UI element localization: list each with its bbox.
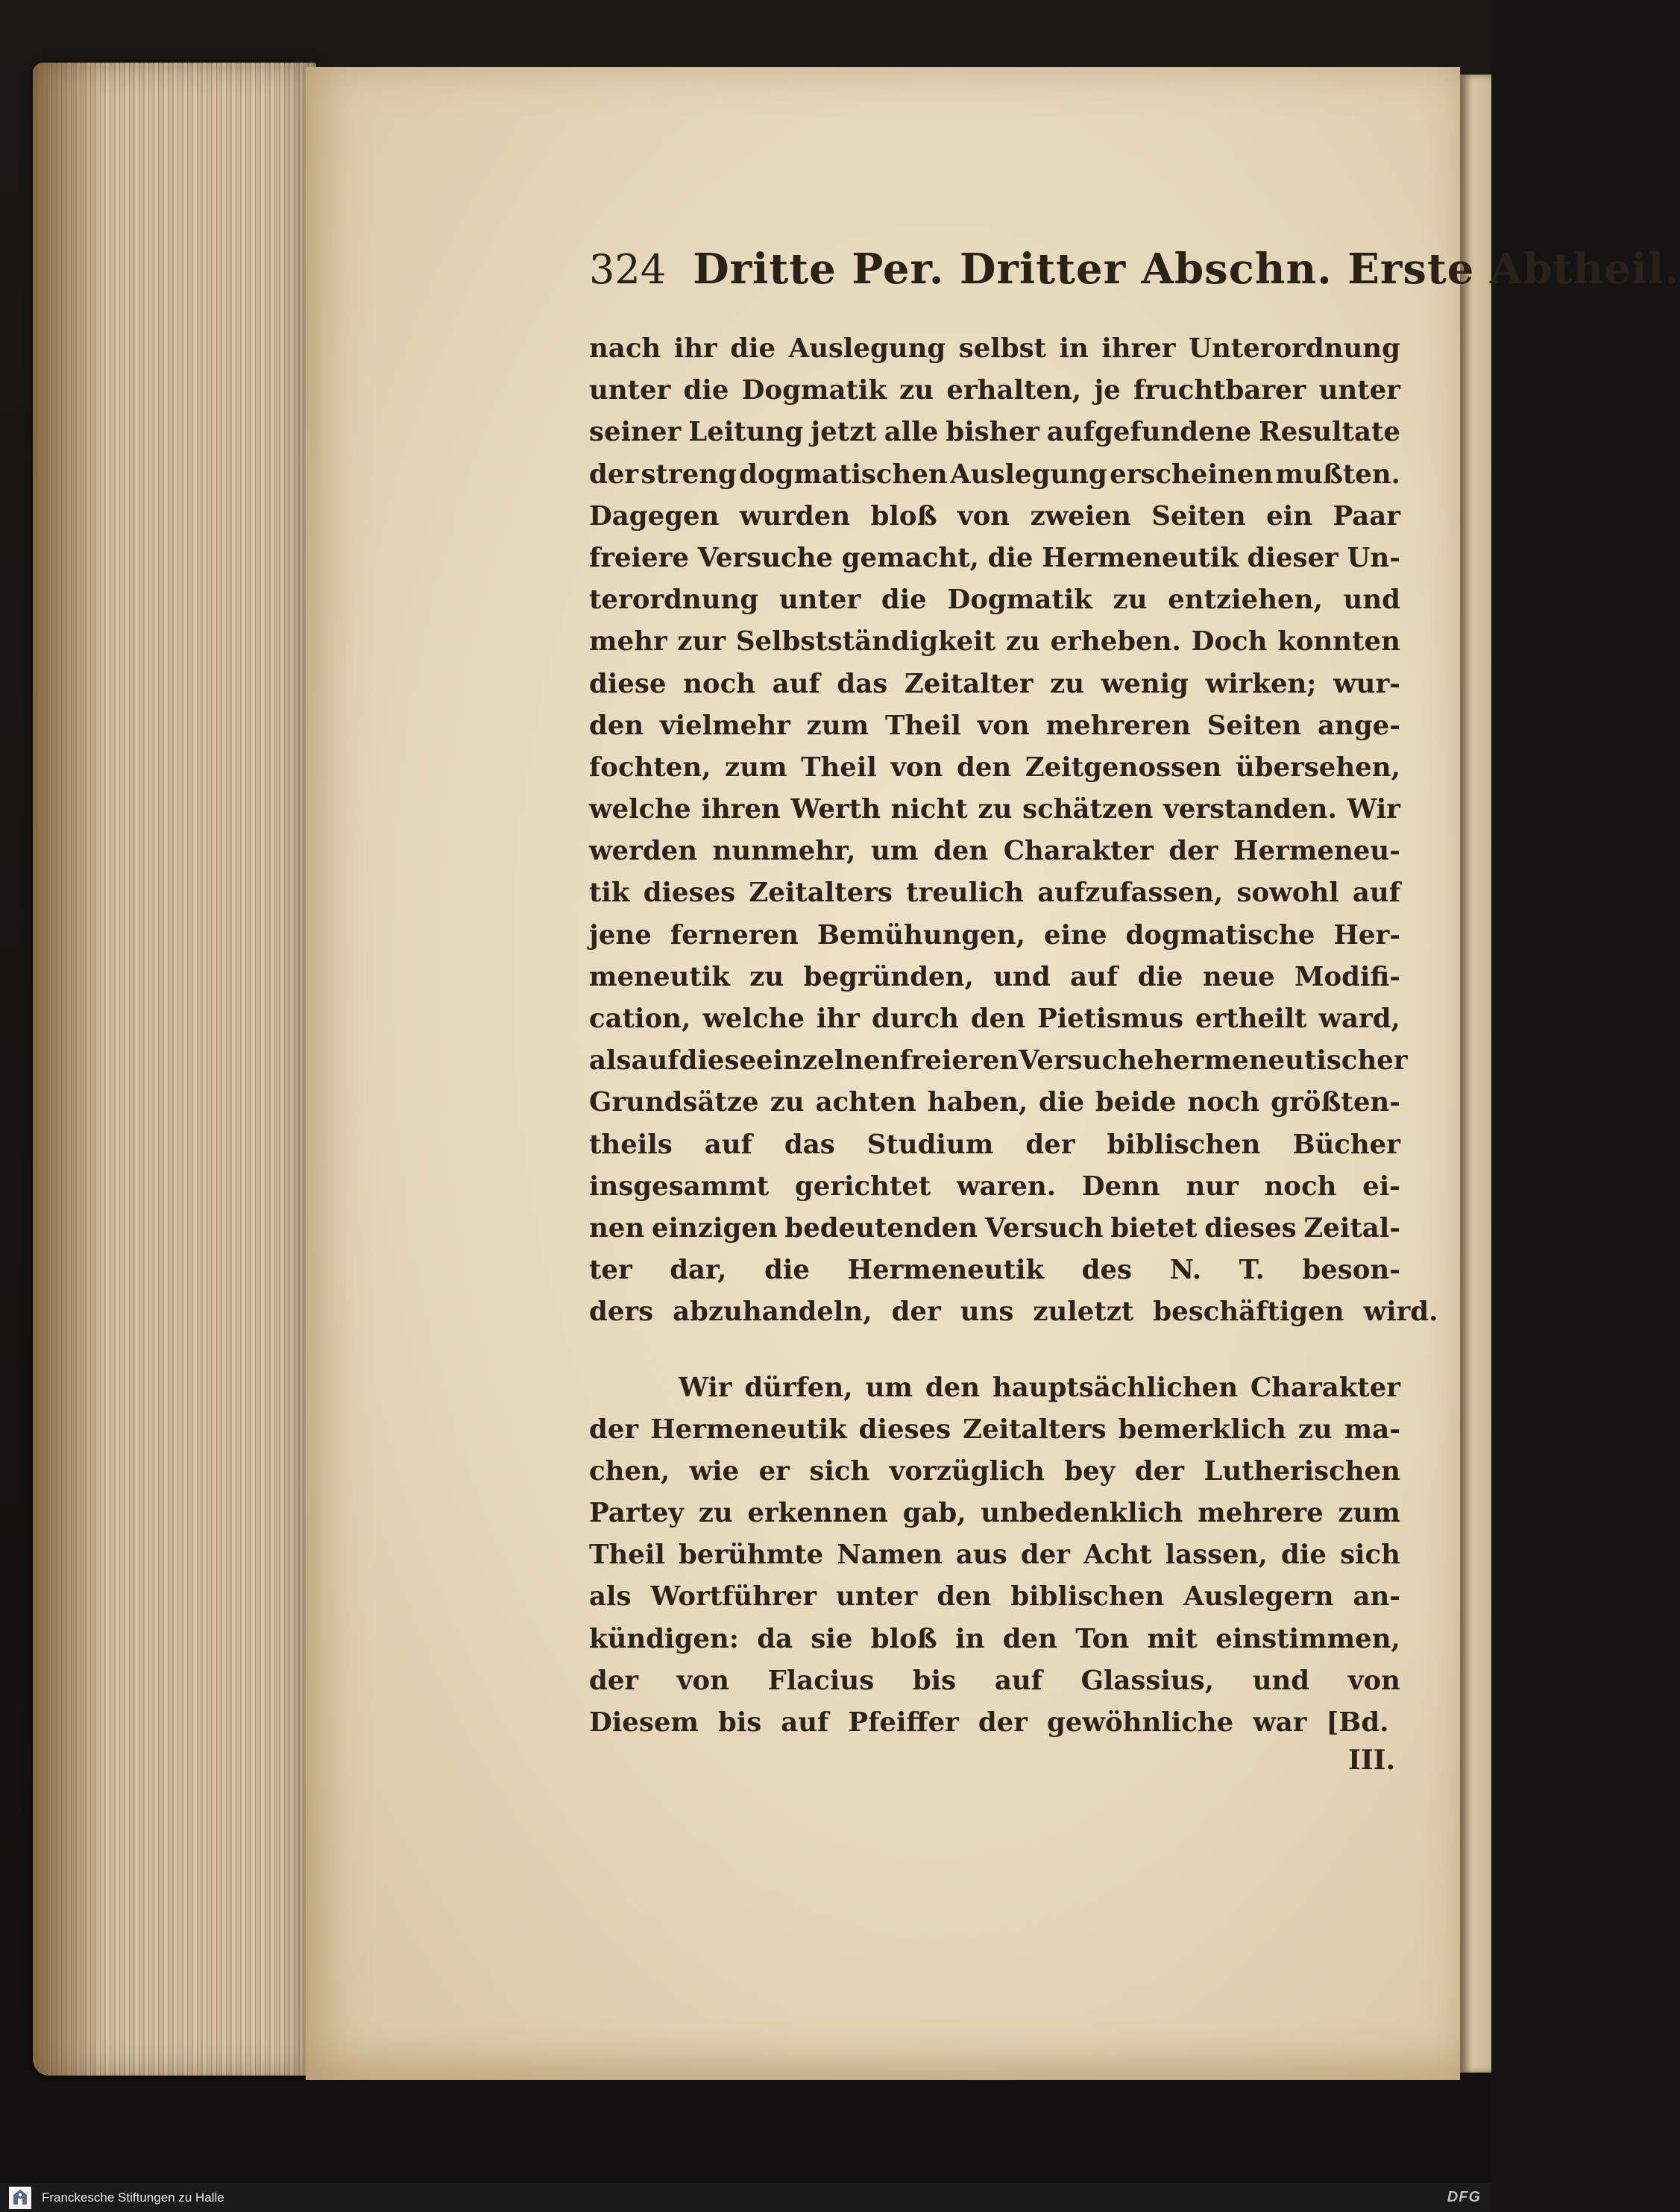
text-line: unter die Dogmatik zu erhalten, je fruchtbarer unter [589,375,1400,406]
text-line: cation, welche ihr durch den Pietismus ertheilt ward, [589,1003,1400,1034]
paragraph-gap [589,1334,1400,1367]
text-line: der Hermeneutik dieses Zeitalters bemerklich zu ma- [589,1414,1400,1445]
text-line: kündigen: da sie bloß in den Ton mit einstimmen, [589,1623,1400,1654]
text-line: freiere Versuche gemacht, die Hermeneutik dieser Un- [589,542,1400,573]
text-line: werden nunmehr, um den Charakter der Hermeneu- [589,836,1400,867]
page-number: 324 [589,246,667,293]
text-line: Wir dürfen, um den hauptsächlichen Charakter [679,1372,1400,1403]
text-line: ter dar, die Hermeneutik des N. T. beson- [589,1255,1400,1286]
text-line: Dagegen wurden bloß von zweien Seiten ein Paar [589,500,1400,532]
text-line: Partey zu erkennen gab, unbedenklich mehrere zum [589,1498,1400,1529]
catchword: III. [1348,1745,1396,1776]
text-line: nen einzigen bedeutenden Versuch bietet dieses Zeital- [589,1212,1400,1244]
text-line: der streng dogmatischen Auslegung erscheinen mußten. [589,459,1400,490]
text-line: als auf diese einzelnen freieren Versuche hermeneutischer [589,1045,1408,1077]
text-line: tik dieses Zeitalters treulich aufzufassen, sowohl auf [589,877,1400,909]
text-line: meneutik zu begründen, und auf die neue Modifi- [589,961,1400,992]
running-title: Dritte Per. Dritter Abschn. Erste Abtheil. [693,245,1680,294]
text-line: als Wortführer unter den biblischen Auslegern an- [589,1581,1400,1613]
text-line: Grundsätze zu achten haben, die beide noch größten- [589,1087,1400,1118]
text-line: chen, wie er sich vorzüglich bey der Lutherischen [589,1455,1400,1487]
paragraph-2 [589,1367,1400,1745]
text-line: diese noch auf das Zeitalter zu wenig wirken; wur- [589,668,1400,699]
text-line: Theil berühmte Namen aus der Acht lassen, die sich [589,1540,1400,1571]
text-line: insgesammt gerichtet waren. Denn nur noch ei- [589,1170,1400,1202]
running-head [589,245,1680,304]
paragraph-1 [589,328,1438,1334]
text-line: mehr zur Selbstständigkeit zu erheben. Doch konnten [589,626,1400,658]
book-spine-shadow [33,63,100,2076]
text-line: seiner Leitung jetzt alle bisher aufgefundene Resultate [589,417,1400,448]
text-line: Diesem bis auf Pfeiffer der gewöhnliche war [Bd. [589,1707,1389,1738]
francke-foundation-logo-icon [9,2187,31,2209]
viewer-footer [0,2183,1491,2212]
text-line: nach ihr die Auslegung selbst in ihrer Unterordnung [589,333,1400,364]
body-text [589,328,1438,1744]
text-line: jene ferneren Bemühungen, eine dogmatische Her- [589,919,1400,951]
dfg-badge: DFG [1447,2189,1481,2205]
text-line: terordnung unter die Dogmatik zu entziehen, und [589,584,1400,616]
text-line: ders abzuhandeln, der uns zuletzt beschäftigen wird. [589,1296,1438,1328]
text-line: der von Flacius bis auf Glassius, und von [589,1665,1400,1696]
text-line: fochten, zum Theil von den Zeitgenossen übersehen, [589,751,1400,783]
text-line: theils auf das Studium der biblischen Bücher [589,1129,1400,1160]
facing-page-edge [1460,75,1491,2073]
text-line: den vielmehr zum Theil von mehreren Seiten ange- [589,710,1400,741]
text-line: welche ihren Werth nicht zu schätzen verstanden. Wir [589,794,1400,825]
footer-institution [0,2187,224,2209]
institution-name: Franckesche Stiftungen zu Halle [42,2190,224,2205]
